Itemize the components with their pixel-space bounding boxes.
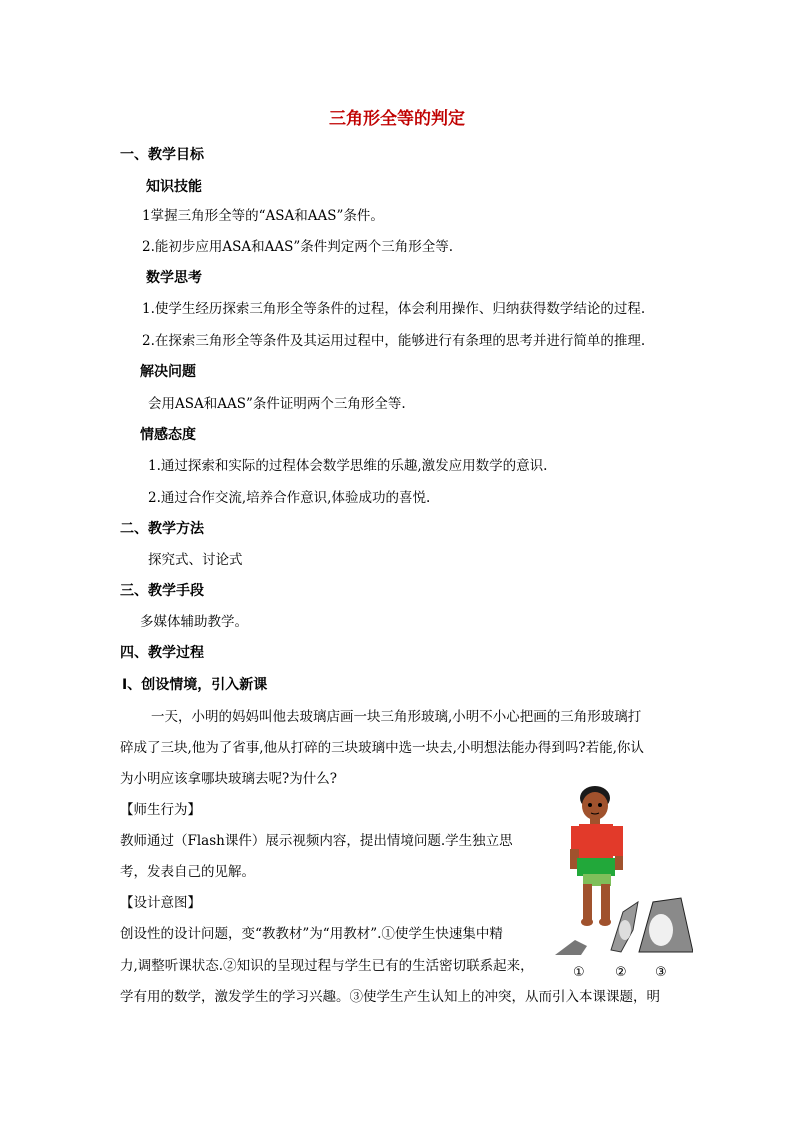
subheading-attitude: 情感态度 — [140, 427, 196, 443]
means-text: 多媒体辅助教学。 — [140, 614, 248, 630]
design-line-1: 创设性的设计问题，变“教教材”为“用教材”.①使学生快速集中精 — [120, 926, 503, 942]
thinking-item-2: 2.在探索三角形全等条件及其运用过程中，能够进行有条理的思考并进行简单的推理. — [142, 333, 646, 349]
attitude-item-1: 1.通过探索和实际的过程体会数学思维的乐趣,激发应用数学的意识. — [148, 458, 548, 474]
knowledge-item-2: 2.能初步应用ASA和AAS”条件判定两个三角形全等. — [142, 239, 454, 255]
subheading-thinking: 数学思考 — [146, 270, 202, 286]
story-line-1: 一天，小明的妈妈叫他去玻璃店画一块三角形玻璃,小明不小心把画的三角形玻璃打 — [151, 709, 642, 725]
knowledge-item-1: 1掌握三角形全等的“ASA和AAS”条件。 — [142, 208, 384, 224]
solve-item-1: 会用ASA和AAS”条件证明两个三角形全等. — [148, 396, 406, 412]
methods-text: 探究式、讨论式 — [148, 552, 243, 568]
teacher-line-1: 教师通过（Flash课件）展示视频内容，提出情境问题.学生独立思 — [120, 833, 513, 849]
section-heading-goals: 一、教学目标 — [120, 147, 204, 163]
story-line-2: 碎成了三块,他为了省事,他从打碎的三块玻璃中选一块去,小明想法能办得到吗?若能,你认 — [120, 740, 644, 756]
teacher-line-2: 考，发表自己的见解。 — [120, 864, 255, 880]
part1-heading: Ⅰ、创设情境，引入新课 — [122, 677, 268, 693]
page-title: 三角形全等的判定 — [329, 109, 465, 129]
piece-label-1: ① — [573, 965, 585, 980]
piece-label-3: ③ — [655, 965, 667, 980]
section-heading-means: 三、教学手段 — [120, 583, 204, 599]
thinking-item-1: 1.使学生经历探索三角形全等条件的过程，体会利用操作、归纳获得数学结论的过程. — [142, 301, 646, 317]
subheading-solve: 解决问题 — [140, 364, 196, 380]
attitude-item-2: 2.通过合作交流,培养合作意识,体验成功的喜悦. — [148, 490, 431, 506]
section-heading-methods: 二、教学方法 — [120, 521, 204, 537]
subheading-knowledge: 知识技能 — [146, 179, 202, 195]
boy-broken-glass-illustration — [553, 780, 693, 985]
piece-label-2: ② — [615, 965, 627, 980]
story-line-3: 为小明应该拿哪块玻璃去呢?为什么? — [120, 771, 337, 787]
design-line-3: 学有用的数学，激发学生的学习兴趣。③使学生产生认知上的冲突，从而引入本课课题，明 — [120, 989, 660, 1005]
section-heading-process: 四、教学过程 — [120, 645, 204, 661]
design-line-2: 力,调整听课状态.②知识的呈现过程与学生已有的生活密切联系起来， — [120, 958, 534, 974]
design-heading: 【设计意图】 — [120, 895, 201, 911]
teacher-heading: 【师生行为】 — [120, 802, 201, 818]
